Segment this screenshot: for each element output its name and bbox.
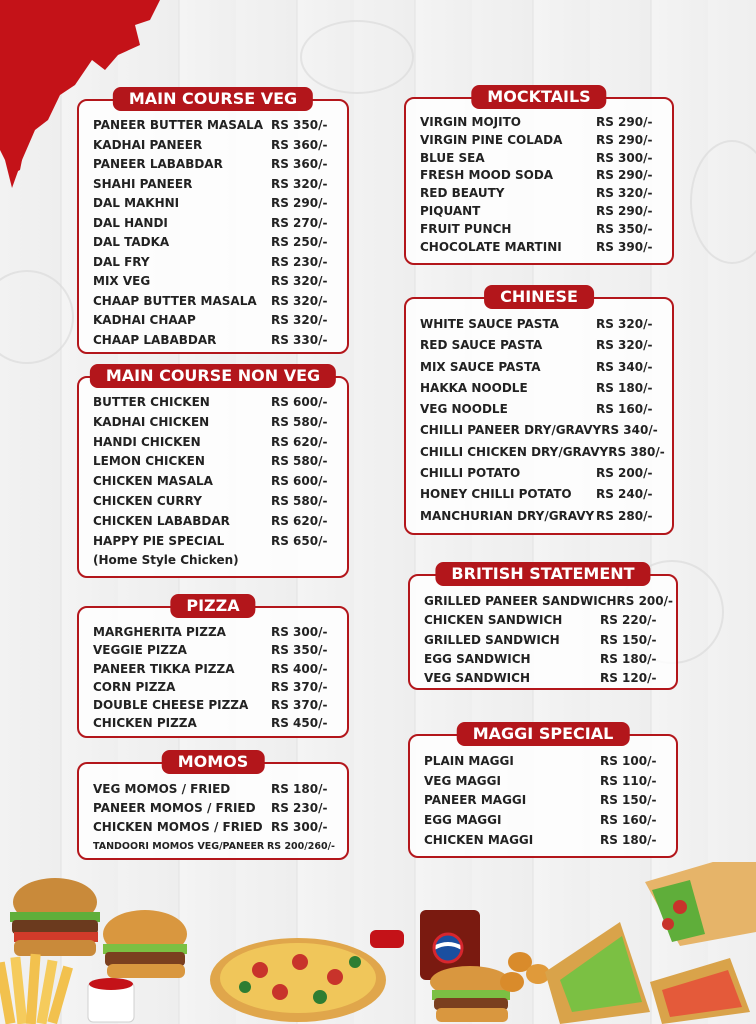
item-name: WHITE SAUCE PASTA (420, 317, 559, 331)
section-title: MOMOS (162, 750, 265, 774)
menu-item (93, 660, 335, 678)
menu-item (424, 811, 664, 831)
item-name: CHICKEN SANDWICH (424, 613, 563, 628)
item-name: VEG SANDWICH (424, 671, 530, 686)
item-price: RS 290/- (596, 203, 653, 218)
item-name: BLUE SEA (420, 150, 485, 165)
menu-item (420, 132, 660, 150)
menu-item (93, 780, 335, 799)
menu-item (93, 311, 335, 331)
item-name: DAL HANDI (93, 215, 168, 230)
menu-item (93, 452, 335, 472)
menu-item (424, 669, 664, 688)
item-price: RS 160/- (596, 402, 653, 417)
item-price: RS 620/- (271, 513, 328, 528)
item-name: VEGGIE PIZZA (93, 643, 187, 658)
item-price: RS 200/- (616, 594, 673, 608)
burger-icon (10, 878, 100, 956)
menu-item (93, 413, 335, 433)
menu-item (93, 331, 335, 351)
item-name: VIRGIN PINE COLADA (420, 132, 563, 147)
menu-item (420, 114, 660, 132)
item-price: RS 150/- (600, 632, 657, 647)
sketch-circle (300, 20, 414, 94)
item-name: PIQUANT (420, 203, 481, 218)
item-name: HANDI CHICKEN (93, 434, 201, 449)
item-price: RS 320/- (271, 176, 328, 191)
item-price: RS 300/- (271, 625, 328, 639)
item-price: RS 580/- (271, 493, 328, 508)
section-main-course-veg (77, 89, 349, 354)
menu-item (93, 696, 335, 714)
menu-item (424, 631, 664, 650)
item-name: BUTTER CHICKEN (93, 395, 210, 409)
item-name: EGG MAGGI (424, 813, 502, 828)
item-name: CHICKEN MOMOS / FRIED (93, 820, 263, 834)
menu-list (93, 780, 335, 856)
item-price: RS 450/- (271, 716, 328, 731)
item-name: LEMON CHICKEN (93, 454, 205, 469)
item-name: VIRGIN MOJITO (420, 115, 521, 129)
menu-list (424, 752, 664, 851)
item-price: RS 600/- (271, 395, 328, 409)
menu-item (420, 335, 660, 356)
menu-item (420, 150, 660, 168)
item-name: MIX VEG (93, 274, 151, 288)
menu-list (420, 114, 660, 256)
item-price: RS 250/- (271, 235, 328, 249)
item-name: DOUBLE CHEESE PIZZA (93, 698, 249, 713)
item-price: RS 320/- (596, 186, 653, 201)
item-price: RS 200/- (596, 466, 653, 481)
item-price: RS 100/- (600, 754, 657, 768)
item-name: CHOCOLATE MARTINI (420, 239, 562, 254)
menu-item (93, 214, 335, 234)
menu-item (420, 314, 660, 335)
item-price: RS 650/- (271, 533, 328, 548)
item-price: RS 300/- (596, 150, 653, 165)
burger-icon (430, 966, 510, 1022)
item-name: EGG SANDWICH (424, 651, 531, 666)
item-note: (Home Style Chicken) (93, 553, 239, 568)
section-title: MAIN COURSE NON VEG (90, 364, 336, 388)
menu-item (420, 378, 660, 399)
item-name: KADHAI CHAAP (93, 313, 196, 327)
item-price: RS 320/- (596, 317, 653, 331)
item-name: VEG NOODLE (420, 402, 508, 417)
item-name: CHICKEN PIZZA (93, 716, 197, 731)
item-name: RED BEAUTY (420, 186, 505, 201)
menu-item (420, 357, 660, 378)
item-price: RS 290/- (596, 132, 653, 147)
item-price: RS 600/- (271, 474, 328, 489)
menu-item (420, 185, 660, 203)
item-name: VEG MAGGI (424, 773, 501, 788)
item-price: RS 180/- (596, 380, 653, 395)
item-name: MANCHURIAN DRY/GRAVY (420, 508, 595, 523)
menu-item (424, 611, 664, 630)
menu-list (93, 623, 335, 733)
item-name: CHILLI POTATO (420, 466, 521, 481)
item-name: CHICKEN MAGGI (424, 832, 534, 847)
item-name: CHICKEN CURRY (93, 493, 202, 508)
item-price: RS 230/- (271, 254, 328, 269)
item-price: RS 180/- (600, 651, 657, 666)
item-name: TANDOORI MOMOS VEG/PANEER (93, 841, 265, 852)
item-name: KADHAI CHICKEN (93, 414, 210, 429)
section-mocktails (404, 87, 674, 265)
section-title: PIZZA (170, 594, 255, 618)
item-name: HAPPY PIE SPECIAL (93, 533, 225, 548)
menu-list (424, 592, 673, 688)
item-name: MARGHERITA PIZZA (93, 625, 226, 639)
item-name: HAKKA NOODLE (420, 380, 528, 395)
item-price: RS 150/- (600, 793, 657, 808)
item-name: KADHAI PANEER (93, 137, 203, 152)
menu-item (420, 484, 660, 505)
item-name: CHAAP BUTTER MASALA (93, 293, 257, 308)
item-price: RS 290/- (271, 196, 328, 210)
item-price: RS 320/- (271, 313, 328, 327)
menu-item (93, 253, 335, 273)
item-name: HONEY CHILLI POTATO (420, 487, 572, 502)
menu-item (93, 532, 335, 552)
menu-item (424, 791, 664, 811)
menu-item (420, 442, 665, 463)
menu-item (93, 641, 335, 659)
menu-item (93, 799, 335, 818)
section-title: CHINESE (484, 285, 594, 309)
menu-item (420, 420, 660, 441)
item-price: RS 350/- (596, 221, 653, 236)
menu-item (93, 155, 335, 175)
menu-item (420, 463, 660, 484)
item-price: RS 580/- (271, 454, 328, 469)
food-banner (0, 862, 756, 1024)
menu-item (93, 194, 335, 214)
section-title: BRITISH STATEMENT (435, 562, 650, 586)
section-main-course-non-veg (77, 366, 349, 578)
menu-item (424, 650, 664, 669)
item-name: PANEER MOMOS / FRIED (93, 801, 256, 815)
menu-item (424, 592, 673, 611)
menu-list (93, 393, 335, 571)
item-price: RS 340/- (601, 423, 658, 438)
menu-item (93, 116, 335, 136)
item-price: RS 320/- (271, 274, 328, 288)
menu-item (93, 233, 335, 253)
fries-icon (0, 954, 73, 1024)
item-name: PLAIN MAGGI (424, 754, 514, 768)
item-price: RS 300/- (271, 820, 328, 834)
item-price: RS 350/- (271, 118, 328, 132)
item-price: RS 200/260/- (266, 841, 335, 852)
section-title: MOCKTAILS (471, 85, 606, 109)
item-price: RS 240/- (596, 487, 653, 502)
wrap-icon (645, 862, 756, 946)
section-maggi-special (408, 724, 678, 858)
item-name: CHILLI PANEER DRY/GRAVY (420, 423, 602, 438)
item-price: RS 340/- (596, 359, 653, 374)
item-name: GRILLED PANEER SANDWICH (424, 594, 617, 608)
item-name: MIX SAUCE PASTA (420, 359, 541, 374)
item-price: RS 330/- (271, 332, 328, 347)
item-name: CHICKEN LABABDAR (93, 513, 230, 528)
item-name: FRESH MOOD SODA (420, 168, 554, 183)
menu-item (93, 272, 335, 292)
item-name: DAL FRY (93, 254, 150, 269)
item-name: GRILLED SANDWICH (424, 632, 560, 647)
item-price: RS 220/- (600, 613, 657, 628)
item-price: RS 360/- (271, 137, 328, 152)
item-price: RS 620/- (271, 434, 328, 449)
item-price: RS 160/- (600, 813, 657, 828)
item-price: RS 110/- (600, 773, 657, 788)
item-price: RS 580/- (271, 414, 328, 429)
menu-item (93, 292, 335, 312)
menu-item (93, 837, 335, 856)
menu-list (93, 116, 335, 350)
menu-item (93, 678, 335, 696)
item-price: RS 360/- (271, 157, 328, 171)
item-name: RED SAUCE PASTA (420, 338, 543, 353)
pizza-icon (210, 938, 386, 1022)
menu-item (93, 393, 335, 413)
section-chinese (404, 287, 674, 535)
burger-icon (103, 910, 187, 978)
item-name: DAL TADKA (93, 235, 170, 249)
section-title: MAIN COURSE VEG (113, 87, 313, 111)
item-price: RS 290/- (596, 115, 653, 129)
menu-item (93, 714, 335, 732)
menu-item (424, 831, 664, 851)
item-price: RS 120/- (600, 671, 657, 686)
section-title: MAGGI SPECIAL (457, 722, 630, 746)
item-price: RS 400/- (271, 661, 328, 676)
item-name: FRUIT PUNCH (420, 221, 512, 236)
section-british-statement (408, 564, 678, 690)
item-price: RS 370/- (271, 698, 328, 713)
menu-item (424, 752, 664, 772)
item-price: RS 290/- (596, 168, 653, 183)
menu-list (420, 314, 665, 527)
section-momos (77, 752, 349, 860)
item-price: RS 230/- (271, 801, 328, 815)
item-price: RS 270/- (271, 215, 328, 230)
item-price: RS 320/- (271, 293, 328, 308)
item-name: CORN PIZZA (93, 679, 176, 694)
item-name: DAL MAKHNI (93, 196, 180, 210)
item-price: RS 350/- (271, 643, 328, 658)
menu-item (93, 818, 335, 837)
menu-item (420, 399, 660, 420)
item-name: SHAHI PANEER (93, 176, 193, 191)
menu-item (93, 433, 335, 453)
item-name: CHICKEN MASALA (93, 474, 213, 489)
item-price: RS 180/- (600, 832, 657, 847)
item-price: RS 380/- (608, 444, 665, 459)
item-name: PANEER TIKKA PIZZA (93, 661, 235, 676)
menu-item (93, 136, 335, 156)
menu-item (93, 472, 335, 492)
item-name: VEG MOMOS / FRIED (93, 782, 231, 796)
item-price: RS 370/- (271, 679, 328, 694)
item-price: RS 390/- (596, 239, 653, 254)
menu-item (420, 203, 660, 221)
item-name: PANEER BUTTER MASALA (93, 118, 264, 132)
nuggets-icon (500, 952, 550, 992)
menu-item (93, 175, 335, 195)
item-name: PANEER MAGGI (424, 793, 527, 808)
menu-item (93, 492, 335, 512)
item-price: RS 280/- (596, 508, 653, 523)
item-name: CHILLI CHICKEN DRY/GRAVY (420, 444, 609, 459)
menu-item (420, 506, 660, 527)
item-price: RS 180/- (271, 782, 328, 796)
sauce-bowl (370, 930, 404, 948)
item-name: CHAAP LABABDAR (93, 332, 217, 347)
section-pizza (77, 596, 349, 738)
menu-item (93, 623, 335, 641)
item-name: PANEER LABABDAR (93, 157, 223, 171)
menu-item (424, 772, 664, 792)
menu-item (420, 239, 660, 257)
item-price: RS 320/- (596, 338, 653, 353)
menu-item (93, 512, 335, 532)
menu-item (420, 167, 660, 185)
menu-item (420, 221, 660, 239)
